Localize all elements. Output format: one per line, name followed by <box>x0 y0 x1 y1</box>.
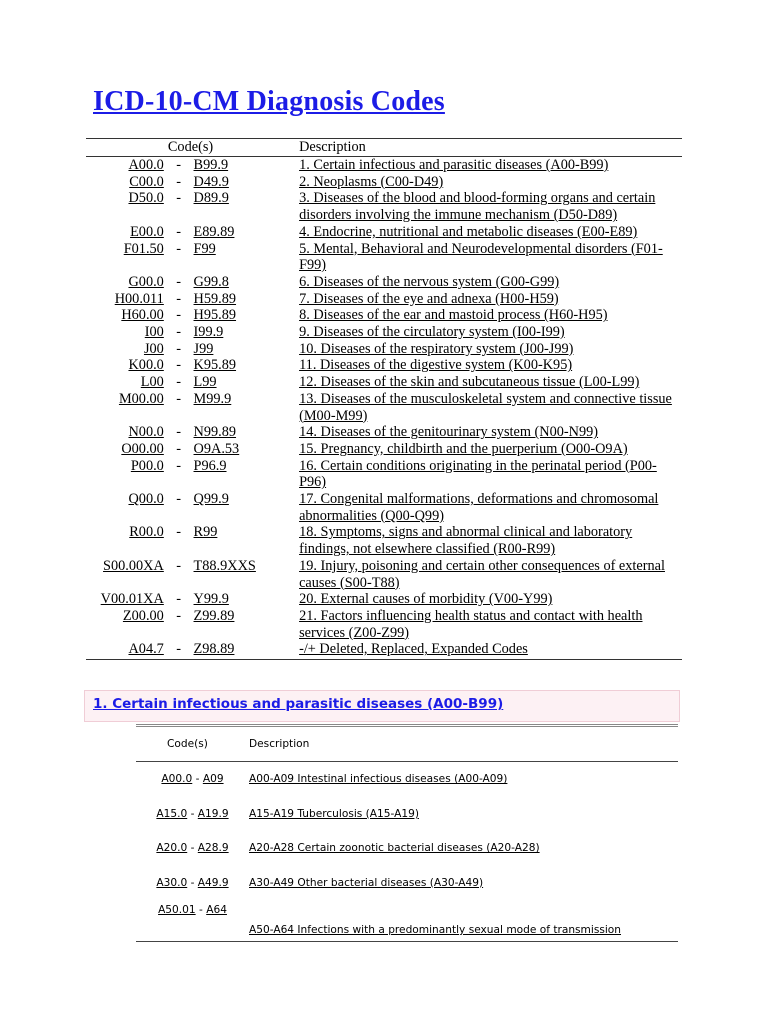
chapter-codes-body <box>86 157 682 660</box>
table-row <box>86 558 682 591</box>
sub-code-separator: - <box>195 904 207 916</box>
code-range-dash: - <box>176 390 182 407</box>
code-range-dash: - <box>176 157 182 173</box>
description-cell <box>295 274 682 291</box>
chapter-link[interactable]: 6. Diseases of the nervous system (G00-G99) <box>299 273 560 290</box>
sub-code-separator: - <box>187 842 198 855</box>
chapter-codes-table <box>86 138 682 660</box>
code-end-cell <box>194 441 296 458</box>
code-start-link[interactable]: Z00.00 <box>122 607 164 624</box>
code-end-cell <box>194 641 296 659</box>
sub-code-end-link[interactable]: A28.9 <box>197 842 229 855</box>
description-cell <box>295 424 682 441</box>
code-range-dash: - <box>176 240 182 257</box>
table-row <box>86 424 682 441</box>
chapter-link[interactable]: 1. Certain infectious and parasitic diseases (A00-B99) <box>299 157 609 173</box>
code-start-link[interactable]: A04.7 <box>128 641 164 658</box>
code-start-cell <box>86 291 164 308</box>
sub-code-end-link[interactable]: A64 <box>206 904 227 916</box>
chapter-link[interactable]: 11. Diseases of the digestive system (K00-K95) <box>299 357 573 374</box>
code-range-dash: - <box>176 424 182 441</box>
table-row <box>86 307 682 324</box>
table-row <box>86 241 682 274</box>
code-end-cell <box>194 291 296 308</box>
chapter-link[interactable]: 9. Diseases of the circulatory system (I00-I99) <box>299 324 565 341</box>
table-row <box>136 762 678 797</box>
code-end-cell <box>194 524 296 557</box>
sub-code-separator: - <box>192 773 203 786</box>
block-link[interactable]: A15-A19 Tuberculosis (A15-A19) <box>249 807 419 820</box>
code-start-link[interactable]: A00.0 <box>128 157 164 173</box>
chapter-link[interactable]: 8. Diseases of the ear and mastoid process (H60-H95) <box>299 307 608 324</box>
table-row <box>136 866 678 901</box>
code-end-link[interactable]: Q99.9 <box>193 491 229 508</box>
block-link[interactable]: A30-A49 Other bacterial diseases (A30-A49) <box>249 876 484 889</box>
code-end-link[interactable]: M99.9 <box>193 390 232 407</box>
sub-description-cell <box>249 900 678 942</box>
code-range-dash: - <box>176 290 182 307</box>
sub-code-range-cell <box>136 900 249 942</box>
code-range-dash: - <box>176 340 182 357</box>
code-range-dash: - <box>176 374 182 391</box>
table-row <box>86 357 682 374</box>
code-end-cell <box>194 224 296 241</box>
code-end-link[interactable]: R99 <box>193 524 218 541</box>
description-cell <box>295 224 682 241</box>
sub-code-range-cell <box>136 866 249 901</box>
code-end-cell <box>194 324 296 341</box>
sub-codes-column-header: Code(s) <box>136 726 249 762</box>
code-end-link[interactable]: P96.9 <box>193 457 227 474</box>
chapter-link[interactable]: 13. Diseases of the musculoskeletal system and connective tissue (M00-M99) <box>299 390 672 424</box>
code-start-cell <box>86 274 164 291</box>
chapter-link[interactable]: 18. Symptoms, signs and abnormal clinical and laboratory findings, not elsewhere classified (R00-R99) <box>299 524 633 558</box>
code-end-link[interactable]: K95.89 <box>193 357 237 374</box>
table-row <box>136 797 678 832</box>
description-cell <box>295 491 682 524</box>
code-start-cell <box>86 324 164 341</box>
code-end-link[interactable]: F99 <box>193 240 216 257</box>
chapter-link[interactable]: 21. Factors influencing health status and contact with health services (Z00-Z99) <box>299 607 643 641</box>
code-end-link[interactable]: D49.9 <box>193 173 229 190</box>
code-start-cell <box>86 174 164 191</box>
table-row <box>86 441 682 458</box>
chapter-link[interactable]: 17. Congenital malformations, deformations and chromosomal abnormalities (Q00-Q99) <box>299 491 659 524</box>
code-end-cell <box>194 157 296 174</box>
code-end-cell <box>194 341 296 358</box>
code-start-link[interactable]: S00.00XA <box>103 557 164 574</box>
code-start-cell <box>86 591 164 608</box>
code-range-dash: - <box>176 457 182 474</box>
sub-code-range-cell <box>136 797 249 832</box>
code-end-link[interactable]: Z99.89 <box>193 607 235 624</box>
code-end-link[interactable]: Y99.9 <box>193 591 229 608</box>
code-start-cell <box>86 157 164 174</box>
code-start-link[interactable]: F01.50 <box>123 240 164 257</box>
code-end-link[interactable]: N99.89 <box>193 424 237 441</box>
code-start-link[interactable]: V00.01XA <box>100 591 164 608</box>
code-end-cell <box>194 241 296 274</box>
page-title[interactable]: ICD-10-CM Diagnosis Codes <box>93 86 445 117</box>
table-row <box>86 224 682 241</box>
description-cell <box>295 291 682 308</box>
table-row <box>86 324 682 341</box>
codes-column-header: Code(s) <box>86 139 295 157</box>
code-start-cell <box>86 641 164 659</box>
description-cell <box>295 591 682 608</box>
sub-code-separator: - <box>187 876 198 889</box>
code-start-cell <box>86 307 164 324</box>
table-row <box>86 341 682 358</box>
sub-code-end-link[interactable]: A49.9 <box>197 876 229 889</box>
code-end-cell <box>194 190 296 223</box>
code-range-dash: - <box>176 491 182 508</box>
code-start-cell <box>86 224 164 241</box>
code-start-cell <box>86 441 164 458</box>
sub-table-header-row <box>136 726 678 762</box>
code-end-cell <box>194 274 296 291</box>
code-start-link[interactable]: D50.0 <box>128 190 164 207</box>
table-row <box>86 491 682 524</box>
chapter-link[interactable]: 19. Injury, poisoning and certain other consequences of external causes (S00-T88) <box>299 557 665 591</box>
description-cell <box>295 441 682 458</box>
chapter-link[interactable]: 5. Mental, Behavioral and Neurodevelopmental disorders (F01-F99) <box>299 240 663 274</box>
table-row <box>86 291 682 308</box>
code-end-link[interactable]: H59.89 <box>193 290 237 307</box>
table-row <box>86 190 682 223</box>
table-row <box>86 157 682 174</box>
chapter-link[interactable]: 12. Diseases of the skin and subcutaneous tissue (L00-L99) <box>299 374 640 391</box>
block-link[interactable]: A00-A09 Intestinal infectious diseases (A00-A09) <box>249 773 508 786</box>
chapter-link[interactable]: 14. Diseases of the genitourinary system (N00-N99) <box>299 424 599 441</box>
code-start-link[interactable]: Q00.0 <box>128 491 164 508</box>
description-cell <box>295 608 682 641</box>
block-link[interactable]: A50-A64 Infections with a predominantly sexual mode of transmission <box>249 924 621 936</box>
code-end-cell <box>194 357 296 374</box>
chapter-link[interactable]: 4. Endocrine, nutritional and metabolic diseases (E00-E89) <box>299 223 638 240</box>
code-start-cell <box>86 608 164 641</box>
sub-description-cell <box>249 762 678 797</box>
chapter-link[interactable]: 20. External causes of morbidity (V00-Y99) <box>299 591 553 608</box>
description-cell <box>295 458 682 491</box>
code-start-cell <box>86 491 164 524</box>
description-cell <box>295 241 682 274</box>
sub-code-start-link[interactable]: A50.01 <box>158 904 196 916</box>
description-cell <box>295 190 682 223</box>
code-start-link[interactable]: R00.0 <box>129 524 164 541</box>
code-end-link[interactable]: B99.9 <box>193 157 229 173</box>
description-cell <box>295 324 682 341</box>
code-start-cell <box>86 391 164 424</box>
description-cell <box>295 641 682 659</box>
description-cell <box>295 374 682 391</box>
sub-code-start-link[interactable]: A30.0 <box>156 876 188 889</box>
code-start-link[interactable]: H60.00 <box>121 307 164 324</box>
table-row <box>86 374 682 391</box>
sub-code-start-link[interactable]: A00.0 <box>161 773 193 786</box>
description-cell <box>295 307 682 324</box>
code-start-cell <box>86 190 164 223</box>
code-end-cell <box>194 491 296 524</box>
code-range-dash: - <box>176 607 182 624</box>
code-start-link[interactable]: J00 <box>143 340 164 357</box>
sub-code-separator: - <box>187 807 198 820</box>
block-link[interactable]: A20-A28 Certain zoonotic bacterial diseases (A20-A28) <box>249 842 540 855</box>
code-range-dash: - <box>176 557 182 574</box>
table-row <box>136 900 678 942</box>
code-start-link[interactable]: O00.00 <box>121 440 164 457</box>
sub-code-range-cell <box>136 762 249 797</box>
table-header-row <box>86 139 682 157</box>
code-range-dash: - <box>176 524 182 541</box>
code-start-link[interactable]: I00 <box>144 324 164 341</box>
sub-code-end-link[interactable]: A09 <box>202 773 224 786</box>
description-cell <box>295 524 682 557</box>
code-end-link[interactable]: D89.9 <box>193 190 229 207</box>
code-range-dash: - <box>176 223 182 240</box>
code-range-dash: - <box>176 324 182 341</box>
description-column-header: Description <box>295 139 682 157</box>
code-end-link[interactable]: H95.89 <box>193 307 237 324</box>
sub-code-end-link[interactable]: A19.9 <box>197 807 229 820</box>
chapter-link[interactable]: 3. Diseases of the blood and blood-forming organs and certain disorders involving the immune mechanism (D50-D89) <box>299 190 656 224</box>
table-row <box>86 458 682 491</box>
code-range-dash: - <box>176 440 182 457</box>
sub-code-range-cell <box>136 831 249 866</box>
code-start-link[interactable]: E00.0 <box>130 223 164 240</box>
code-start-cell <box>86 241 164 274</box>
code-range-dash: - <box>176 357 182 374</box>
code-range-dash: - <box>176 307 182 324</box>
description-cell <box>295 391 682 424</box>
code-end-cell <box>194 424 296 441</box>
description-cell <box>295 341 682 358</box>
code-end-link[interactable]: I99.9 <box>193 324 224 341</box>
table-row <box>86 274 682 291</box>
code-start-link[interactable]: M00.00 <box>118 390 164 407</box>
code-end-link[interactable]: O9A.53 <box>193 440 240 457</box>
code-end-cell <box>194 307 296 324</box>
code-start-cell <box>86 357 164 374</box>
code-end-cell <box>194 391 296 424</box>
code-range-dash: - <box>176 591 182 608</box>
code-start-link[interactable]: L00 <box>140 374 164 391</box>
description-cell <box>295 157 682 174</box>
sub-code-start-link[interactable]: A15.0 <box>156 807 188 820</box>
chapter-link[interactable]: 2. Neoplasms (C00-D49) <box>299 173 444 190</box>
code-start-link[interactable]: C00.0 <box>129 173 164 190</box>
section-codes-body <box>136 762 678 942</box>
code-start-cell <box>86 424 164 441</box>
table-row <box>86 391 682 424</box>
chapter-link[interactable]: 15. Pregnancy, childbirth and the puerperium (O00-O9A) <box>299 440 628 457</box>
code-range-dash: - <box>176 273 182 290</box>
table-row <box>86 591 682 608</box>
code-end-link[interactable]: L99 <box>193 374 217 391</box>
code-end-link[interactable]: G99.8 <box>193 273 229 290</box>
table-row <box>86 174 682 191</box>
code-start-cell <box>86 558 164 591</box>
sub-description-cell <box>249 831 678 866</box>
code-range-dash: - <box>176 173 182 190</box>
description-cell <box>295 558 682 591</box>
code-end-link[interactable]: T88.9XXS <box>193 557 256 574</box>
code-start-cell <box>86 341 164 358</box>
code-start-link[interactable]: H00.011 <box>114 290 164 307</box>
code-start-link[interactable]: N00.0 <box>128 424 164 441</box>
code-start-cell <box>86 524 164 557</box>
code-start-cell <box>86 374 164 391</box>
code-range-dash: - <box>164 641 194 659</box>
code-end-cell <box>194 374 296 391</box>
description-cell <box>295 174 682 191</box>
chapter-link[interactable]: -/+ Deleted, Replaced, Expanded Codes <box>299 641 528 658</box>
table-row <box>86 524 682 557</box>
code-end-link[interactable]: Z98.89 <box>193 641 235 658</box>
chapter-link[interactable]: 16. Certain conditions originating in the perinatal period (P00-P96) <box>299 457 657 491</box>
code-range-dash: - <box>176 190 182 207</box>
sub-description-column-header: Description <box>249 726 678 762</box>
section-title[interactable]: 1. Certain infectious and parasitic diseases (A00-B99) <box>93 696 504 712</box>
chapter-link[interactable]: 10. Diseases of the respiratory system (J00-J99) <box>299 340 574 357</box>
code-end-cell <box>194 174 296 191</box>
sub-description-cell <box>249 797 678 832</box>
sub-description-cell <box>249 866 678 901</box>
table-row <box>136 831 678 866</box>
code-end-cell <box>194 458 296 491</box>
code-end-link[interactable]: J99 <box>193 340 214 357</box>
code-start-link[interactable]: K00.0 <box>128 357 164 374</box>
code-start-link[interactable]: P00.0 <box>130 457 164 474</box>
code-end-link[interactable]: E89.89 <box>193 223 235 240</box>
code-end-cell <box>194 608 296 641</box>
sub-code-start-link[interactable]: A20.0 <box>156 842 188 855</box>
table-row <box>86 641 682 659</box>
code-end-cell <box>194 591 296 608</box>
section-codes-table <box>136 724 678 942</box>
chapter-link[interactable]: 7. Diseases of the eye and adnexa (H00-H59) <box>299 290 559 307</box>
code-start-link[interactable]: G00.0 <box>128 273 164 290</box>
table-row <box>86 608 682 641</box>
description-cell <box>295 357 682 374</box>
section-header-box <box>84 690 680 722</box>
code-start-cell <box>86 458 164 491</box>
code-end-cell <box>194 558 296 591</box>
